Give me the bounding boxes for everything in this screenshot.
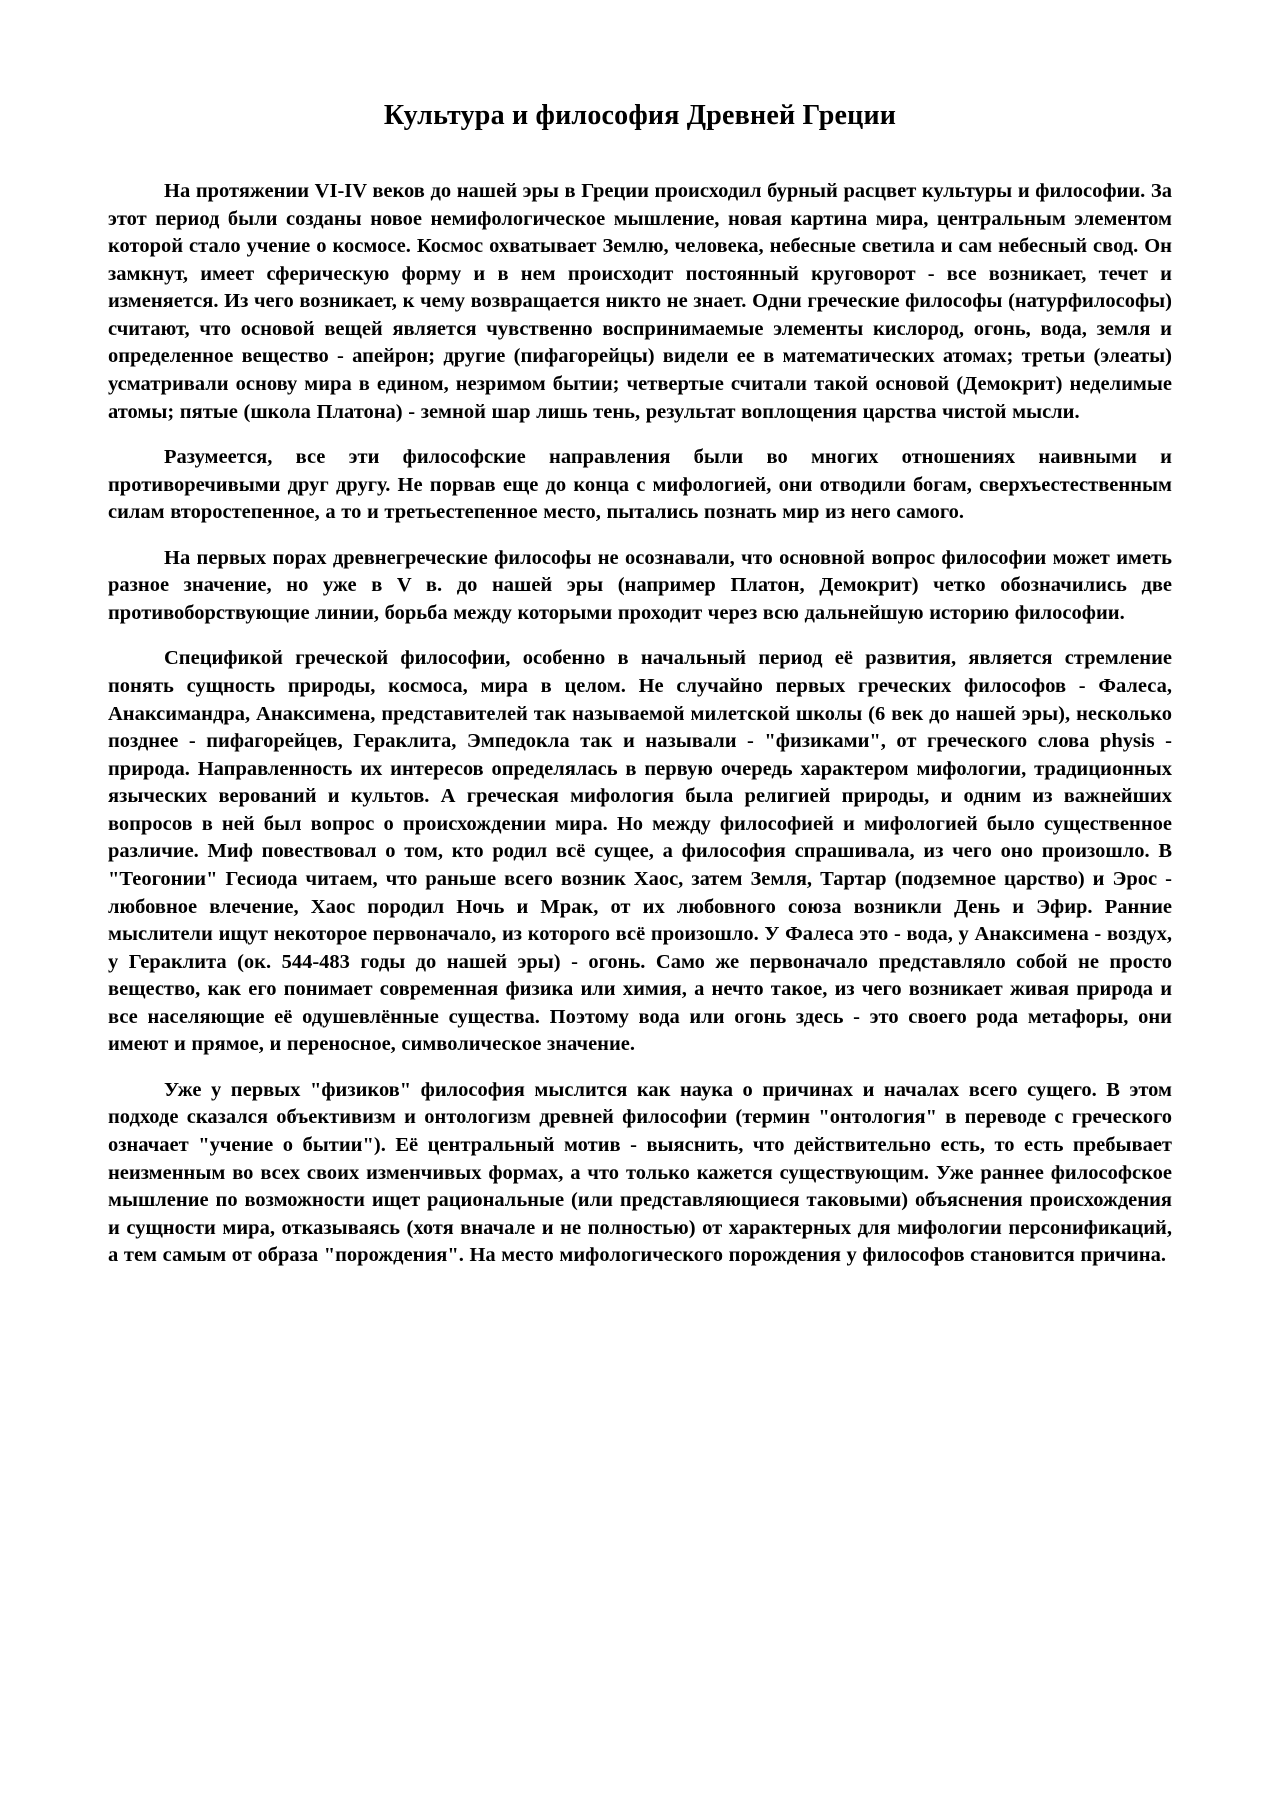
body-paragraph: На протяжении VI-IV веков до нашей эры в Греции происходил бурный расцвет культуры и философии. За этот период были созданы новое немифологическое мышление, новая картина мира, центральным элементом которой стало учение о космосе. Космос охватывает Землю, человека, небесные светила и сам небесный свод. Он замкнут, имеет сферическую форму и в нем происходит постоянный круговорот - все возникает, течет и изменяется. Из чего возникает, к чему возвращается никто не знает. Одни греческие философы (натурфилософы) считают, что основой вещей является чувственно воспринимаемые элементы кислород, огонь, вода, земля и определенное вещество - апейрон; другие (пифагорейцы) видели ее в математических атомах; третьи (элеаты) усматривали основу мира в едином, незримом бытии; четвертые считали такой основой (Демокрит) неделимые атомы; пятые (школа Платона) - земной шар лишь тень, результат воплощения царства чистой мысли. — [108, 180, 1172, 423]
body-paragraph: Разумеется, все эти философские направления были во многих отношениях наивными и противоречивыми друг другу. Не порвав еще до конца с мифологией, они отводили богам, сверхъестественным силам второстепенное, а то и третьестепенное место, пытались познать мир из него самого. — [108, 446, 1172, 524]
page-title: Культура и философия Древней Греции — [383, 100, 897, 131]
body-paragraph: Спецификой греческой философии, особенно в начальный период её развития, является стремление понять сущность природы, космоса, мира в целом. Не случайно первых греческих философов - Фалеса, Анаксимандра, Анаксимена, представителей так называемой милетской школы (6 век до нашей эры), несколько позднее - пифагорейцев, Гераклита, Эмпедокла так и называли - "физиками", от греческого слова physis - природа. Направленность их интересов определялась в первую очередь характером мифологии, традиционных языческих верований и культов. А греческая мифология была религией природы, и одним из важнейших вопросов в ней был вопрос о происхождении мира. Но между философией и мифологией было существенное различие. Миф повествовал о том, кто родил всё сущее, а философия спрашивала, из чего оно произошло. В "Теогонии" Гесиода читаем, что раньше всего возник Хаос, затем Земля, Тартар (подземное царство) и Эрос - любовное влечение, Хаос породил Ночь и Мрак, от их любовного союза возникли День и Эфир. Ранние мыслители ищут некоторое первоначало, из которого всё произошло. У Фалеса это - вода, у Анаксимена - воздух, у Гераклита (ок. 544-483 годы до нашей эры) - огонь. Само же первоначало представляло собой не просто вещество, как его понимает современная физика или химия, а нечто такое, из чего возникает живая природа и все населяющие её одушевлённые существа. Поэтому вода или огонь здесь - это своего рода метафоры, они имеют и прямое, и переносное, символическое значение. — [108, 647, 1172, 1056]
body-paragraph: На первых порах древнегреческие философы не осознавали, что основной вопрос философии может иметь разное значение, но уже в V в. до нашей эры (например Платон, Демокрит) четко обозначились две противоборствующие линии, борьба между которыми проходит через всю дальнейшую историю философии. — [108, 546, 1172, 624]
body-paragraph: Уже у первых "физиков" философия мыслится как наука о причинах и началах всего сущего. В этом подходе сказался объективизм и онтологизм древней философии (термин "онтология" в переводе с греческого означает "учение о бытии"). Её центральный мотив - выяснить, что действительно есть, то есть пребывает неизменным во всех своих изменчивых формах, а что только кажется существующим. Уже раннее философское мышление по возможности ищет рациональные (или представляющиеся таковыми) объяснения происхождения и сущности мира, отказываясь (хотя вначале и не полностью) от характерных для мифологии персонификаций, а тем самым от образа "порождения". На место мифологического порождения у философов становится причина. — [108, 1078, 1172, 1267]
